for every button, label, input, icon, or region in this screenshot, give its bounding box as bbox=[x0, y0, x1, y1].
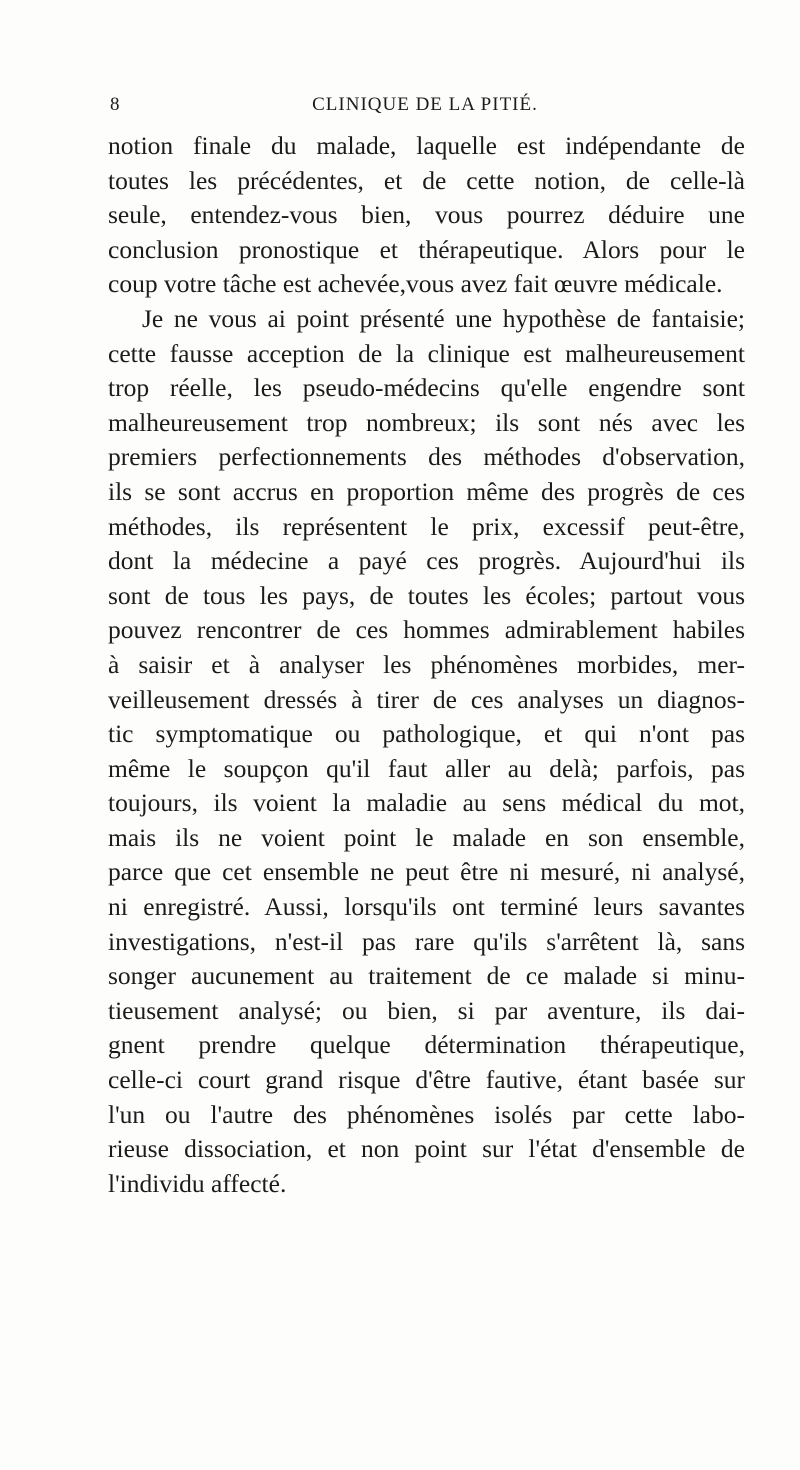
text-line: celle-ci court grand risque d'être fautive, étant basée sur bbox=[108, 1065, 745, 1095]
text-line: sont de tous les pays, de toutes les écoles; partout vous bbox=[108, 580, 745, 610]
text-line: veilleusement dressés à tirer de ces analyses un diagnos- bbox=[108, 684, 745, 714]
text-line: méthodes, ils représentent le prix, excessif peut-être, bbox=[108, 511, 745, 541]
text-line: pouvez rencontrer de ces hommes admirablement habiles bbox=[108, 615, 745, 645]
text-line: coup votre tâche est achevée,vous avez fait œuvre médicale. bbox=[108, 269, 723, 299]
text-line: songer aucunement au traitement de ce malade si minu- bbox=[108, 961, 745, 991]
page-header bbox=[110, 94, 740, 122]
text-line: Je ne vous ai point présenté une hypothèse de fantaisie; bbox=[142, 303, 745, 333]
text-line: investigations, n'est-il pas rare qu'ils s'arrêtent là, sans bbox=[108, 926, 745, 956]
text-line: toutes les précédentes, et de cette notion, de celle-là bbox=[108, 165, 745, 195]
text-line: trop réelle, les pseudo-médecins qu'elle engendre sont bbox=[108, 373, 745, 403]
page-number: 8 bbox=[110, 94, 120, 115]
text-line: ils se sont accrus en proportion même des progrès de ces bbox=[108, 476, 745, 506]
text-line: ni enregistré. Aussi, lorsqu'ils ont terminé leurs savantes bbox=[108, 892, 745, 922]
text-line: à saisir et à analyser les phénomènes morbides, mer- bbox=[108, 649, 745, 679]
running-head: CLINIQUE DE LA PITIÉ. bbox=[312, 94, 538, 115]
text-line: cette fausse acception de la clinique est malheureusement bbox=[108, 338, 745, 368]
text-line: même le soupçon qu'il faut aller au delà; parfois, pas bbox=[108, 753, 745, 783]
text-line: dont la médecine a payé ces progrès. Aujourd'hui ils bbox=[108, 546, 745, 576]
body-text bbox=[108, 129, 745, 1201]
text-line: seule, entendez-vous bien, vous pourrez déduire une bbox=[108, 200, 745, 230]
text-line: mais ils ne voient point le malade en son ensemble, bbox=[108, 822, 745, 852]
text-line: l'un ou l'autre des phénomènes isolés par cette labo- bbox=[108, 1099, 745, 1129]
text-line: tic symptomatique ou pathologique, et qui n'ont pas bbox=[108, 719, 745, 749]
text-line: toujours, ils voient la maladie au sens médical du mot, bbox=[108, 788, 745, 818]
text-line: l'individu affecté. bbox=[108, 1168, 287, 1198]
text-line: parce que cet ensemble ne peut être ni mesuré, ni analysé, bbox=[108, 857, 745, 887]
text-line: rieuse dissociation, et non point sur l'état d'ensemble de bbox=[108, 1134, 745, 1164]
text-line: conclusion pronostique et thérapeutique. Alors pour le bbox=[108, 234, 745, 264]
text-line: gnent prendre quelque détermination thérapeutique, bbox=[108, 1030, 745, 1060]
text-line: malheureusement trop nombreux; ils sont nés avec les bbox=[108, 407, 745, 437]
text-line: tieusement analysé; ou bien, si par aventure, ils dai- bbox=[108, 995, 745, 1025]
text-line: notion finale du malade, laquelle est indépendante de bbox=[108, 131, 745, 160]
text-line: premiers perfectionnements des méthodes d'observation, bbox=[108, 442, 745, 472]
